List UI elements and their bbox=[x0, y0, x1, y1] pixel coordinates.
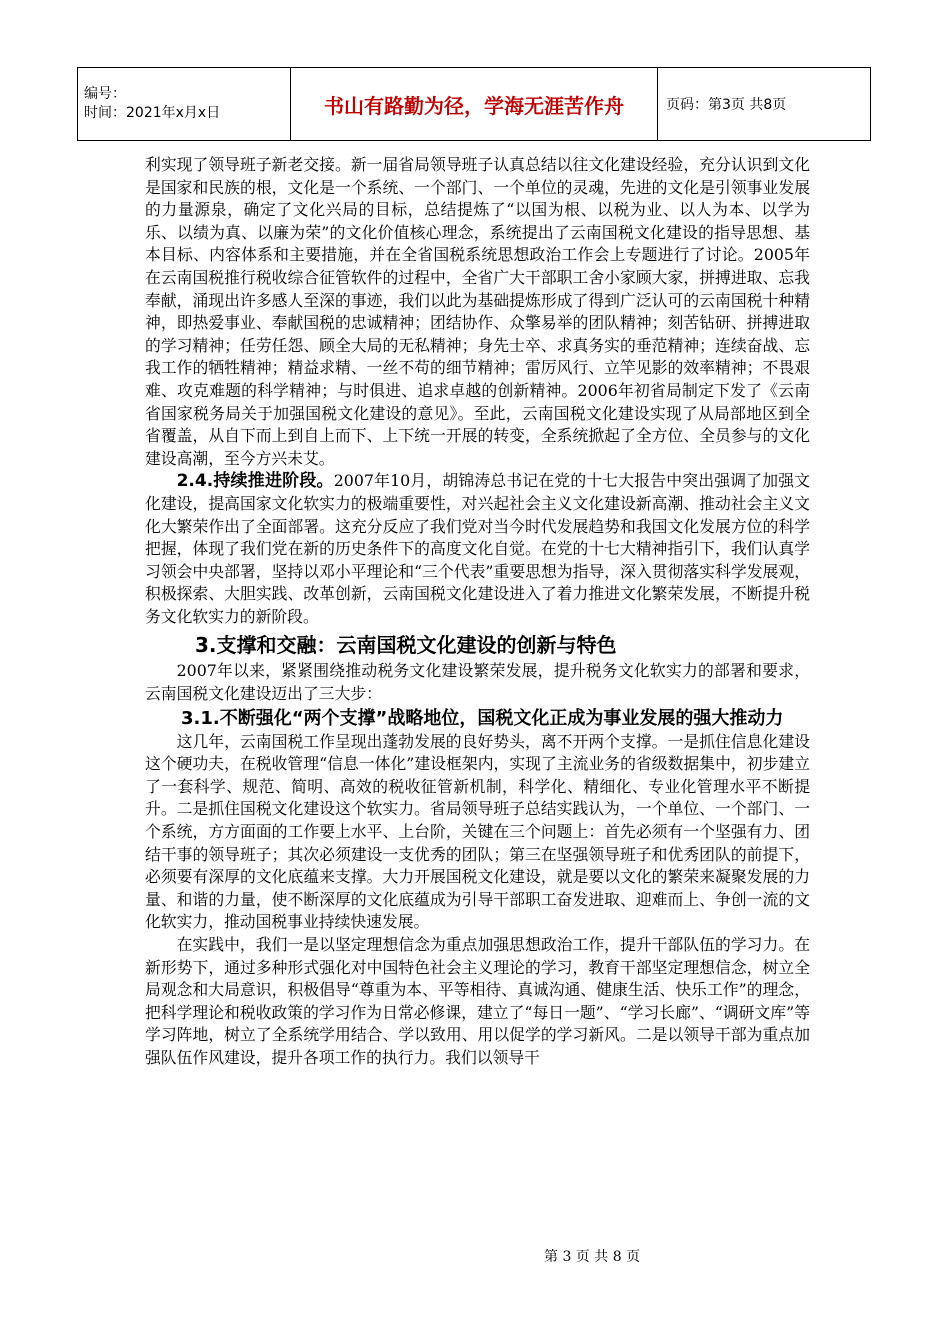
paragraph-continuation: 利实现了领导班子新老交接。新一届省局领导班子认真总结以往文化建设经验，充分认识到文化是国家和民族的根，文化是一个系统、一个部门、一个单位的灵魂，先进的文化是引领事业发展的力量源泉，确定了文化兴局的目标，总结提炼了“以国为根、以税为业、以人为本、以学为乐、以绩为真、以廉为荣”的文化价值核心理念，系统提出了云南国税文化建设的指导思想、基本目标、内容体系和主要措施，并在全省国税系统思想政治工作会上专题进行了讨论。2005年在云南国税推行税收综合征管软件的过程中，全省广大干部职工舍小家顾大家，拼搏进取、忘我奉献，涌现出许多感人至深的事迹，我们以此为基础提炼形成了得到广泛认可的云南国税十种精神，即热爱事业、奉献国税的忠诚精神；团结协作、众擎易举的团队精神；刻苦钻研、拼搏进取的学习精神；任劳任怨、顾全大局的无私精神；身先士卒、求真务实的垂范精神；连续奋战、忘我工作的牺牲精神；精益求精、一丝不苟的细节精神；雷厉风行、立竿见影的效率精神；不畏艰难、攻克难题的科学精神；与时俱进、追求卓越的创新精神。2006年初省局制定下发了《云南省国家税务局关于加强国税文化建设的意见》。至此，云南国税文化建设实现了从局部地区到全省覆盖，从自下而上到自上而下、上下统一开展的转变，全系统掀起了全方位、全员参与的文化建设高潮，至今方兴未艾。 bbox=[145, 155, 810, 468]
section-3-intro: 2007年以来，紧紧围绕推动税务文化建设繁荣发展，提升税务文化软实力的部署和要求，云南国税文化建设迈出了三大步： bbox=[145, 661, 810, 704]
header-motto: 书山有路勤为径，学海无涯苦作舟 bbox=[291, 68, 658, 141]
section-3-heading: 3.支撑和交融：云南国税文化建设的创新与特色 bbox=[195, 633, 617, 658]
header-table bbox=[77, 67, 871, 141]
document-number-label: 编号： bbox=[84, 86, 126, 102]
section-3-1-paragraph-1: 这几年，云南国税工作呈现出蓬勃发展的良好势头，离不开两个支撑。一是抓住信息化建设这个硬功夫，在税收管理“信息一体化”建设框架内，实现了主流业务的省级数据集中，初步建立了一套科学、规范、简明、高效的税收征管新机制，科学化、精细化、专业化管理水平不断提升。二是抓住国税文化建设这个软实力。省局领导班子总结实践认为，一个单位、一个部门、一个系统，方方面面的工作要上水平、上台阶，关键在三个问题上：首先必须有一个坚强有力、团结干事的领导班子；其次必须建设一支优秀的团队；第三在坚强领导班子和优秀团队的前提下，必须要有深厚的文化底蕴来支撑。大力开展国税文化建设，就是要以文化的繁荣来凝聚发展的力量、和谐的力量，使不断深厚的文化底蕴成为引导干部职工奋发进取、迎难而上、争创一流的文化软实力，推动国税事业持续快速发展。 bbox=[145, 731, 810, 932]
header-page-label: 页码：第3页 共8页 bbox=[658, 68, 871, 141]
section-2-4-paragraph bbox=[145, 470, 810, 628]
document-body bbox=[145, 154, 810, 1070]
section-3-1-heading: 3.1.不断强化“两个支撑”战略地位，国税文化正成为事业发展的强大推动力 bbox=[181, 707, 784, 729]
section-2-4-text: 2007年10月，胡锦涛总书记在党的十七大报告中突出强调了加强文化建设，提高国家文化软实力的极端重要性，对兴起社会主义文化建设新高潮、推动社会主义文化大繁荣作出了全面部署。这充分反应了我们党对当今时代发展趋势和我国文化发展方位的科学把握，体现了我们党在新的历史条件下的高度文化自觉。在党的十七大精神指引下，我们认真学习领会中央部署，坚持以邓小平理论和“三个代表”重要思想为指导，深入贯彻落实科学发展观，积极探索、大胆实践、改革创新，云南国税文化建设进入了着力推进文化繁荣发展，不断提升税务文化软实力的新阶段。 bbox=[145, 471, 811, 626]
footer-page-number: 第 3 页 共 8 页 bbox=[544, 1249, 641, 1265]
section-2-4-heading: 2.4.持续推进阶段。 bbox=[176, 471, 334, 492]
document-time-label: 时间：2021年x月x日 bbox=[84, 105, 221, 121]
header-left-cell bbox=[78, 68, 291, 141]
section-3-1-paragraph-2: 在实践中，我们一是以坚定理想信念为重点加强思想政治工作，提升干部队伍的学习力。在新形势下，通过多种形式强化对中国特色社会主义理论的学习，教育干部坚定理想信念，树立全局观念和大局意识，积极倡导“尊重为本、平等相待、真诚沟通、健康生活、快乐工作”的理念，把科学理论和税收政策的学习作为日常必修课，建立了“每日一题”、“学习长廊”、“调研文库”等学习阵地，树立了全系统学用结合、学以致用、用以促学的学习新风。二是以领导干部为重点加强队伍作风建设，提升各项工作的执行力。我们以领导干 bbox=[145, 935, 810, 1067]
